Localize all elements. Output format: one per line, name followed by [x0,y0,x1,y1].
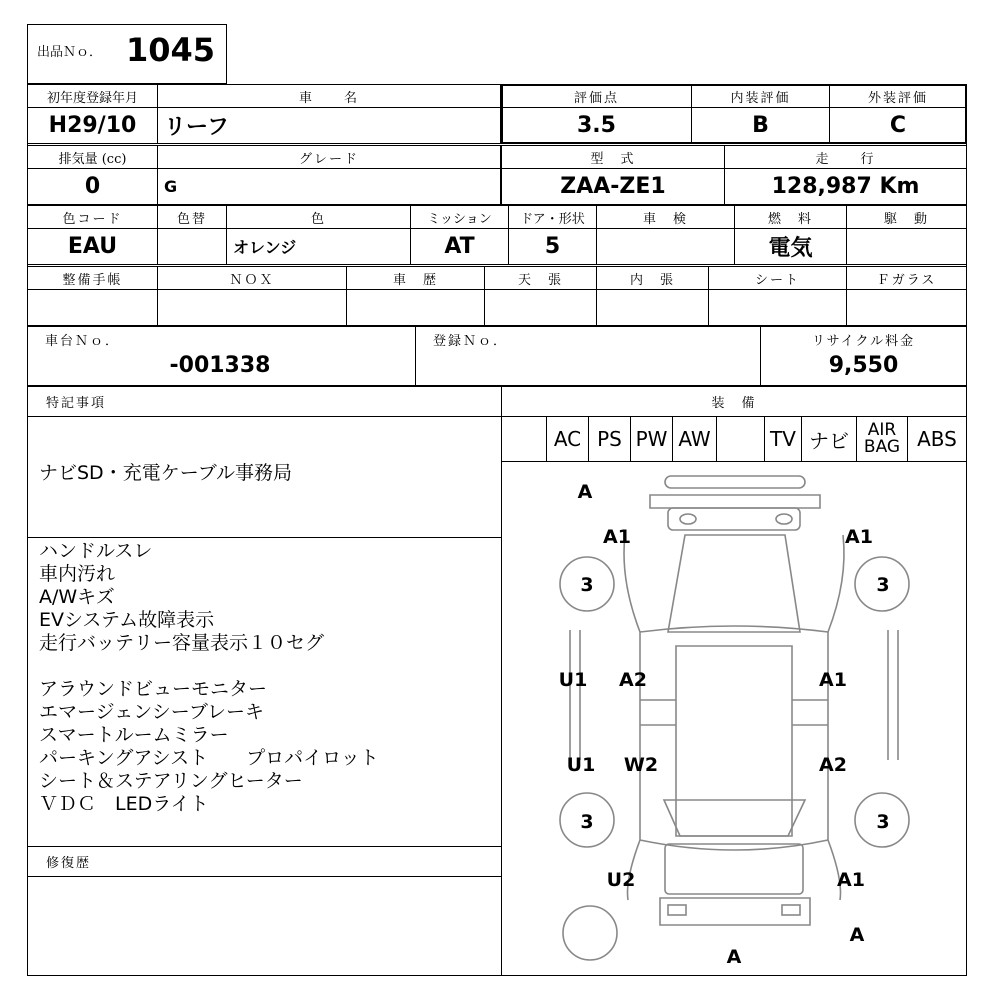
drive-label: 駆 動 [846,205,967,229]
car-name-value: リーフ [157,107,501,144]
fglass-value [846,289,967,326]
chassis-label: 車台Ｎｏ． [45,333,121,349]
equipment-navi: ナビ [801,416,857,462]
displacement-label: 排気量 (cc) [27,145,158,169]
equipment-pw: PW [630,416,673,462]
condition-note-line: パーキングアシスト プロパイロット [39,747,379,769]
damage-left-rear-door: W2 [623,754,659,776]
mileage-label: 走 行 [724,145,967,169]
color-label: 色 [226,205,411,229]
rear-bumper-outline [660,898,810,925]
exterior-label: 外装評価 [829,84,967,108]
front-emblem-right [776,514,792,524]
right-side-outline [888,630,898,760]
mission-value: AT [410,228,509,265]
mission-label: ミッション [410,205,509,229]
mileage-value: 128,987 Km [724,168,967,205]
condition-note-line: ハンドルスレ [39,540,153,562]
seat-value [708,289,847,326]
damage-right-rear-door: A2 [819,754,847,776]
inspection-label: 車 検 [596,205,735,229]
fuel-label: 燃 料 [734,205,847,229]
recycle-label: リサイクル料金 [811,333,916,349]
cabin-outline [640,626,828,850]
left-front-fender-outline [624,535,640,632]
damage-rear-bumper: A [726,946,742,968]
repaint-label: 色替 [157,205,227,229]
manual-value [27,289,158,326]
equipment-ac: AC [546,416,589,462]
nox-value [157,289,347,326]
listing-number-box [27,24,227,84]
roof-value [484,289,597,326]
damage-right-front-fender: A1 [845,526,873,548]
listing-number-label: 出品Ｎｏ． [37,45,103,60]
condition-note-line: A/Wキズ [39,586,115,608]
damage-left-front-door: A2 [619,669,647,691]
front-bumper-outline [665,476,805,488]
exterior-value: C [829,107,967,144]
equipment-ps: PS [588,416,631,462]
door-value: 5 [508,228,597,265]
damage-right-rear-quarter: A1 [837,869,865,891]
reg-date-value: H29/10 [27,107,158,144]
score-value: 3.5 [501,107,692,144]
left-side-outline [570,630,580,760]
repaint-value [157,228,227,265]
condition-notes-list [27,540,497,816]
hood-outline [668,535,800,632]
hood-front-outline [668,508,800,530]
damage-left-rear-quarter: U2 [606,869,636,891]
equipment-aw: AW [672,416,717,462]
damage-left-front-fender: A1 [603,526,631,548]
condition-note-line: ＶＤＣ LEDライト [39,793,209,815]
model-label: 型 式 [501,145,725,169]
inspection-value [596,228,735,265]
color-value: オレンジ [226,228,411,265]
equipment-airbag: AIR BAG [856,416,908,462]
special-notes-label: 特記事項 [27,386,502,417]
model-value: ZAA-ZE1 [501,168,725,205]
regno-label: 登録Ｎｏ． [433,333,509,349]
history-label: 車 歴 [346,266,485,290]
reg-date-label: 初年度登録年月 [27,84,158,108]
manual-label: 整備手帳 [27,266,158,290]
damage-left-front-wheel: 3 [580,574,594,596]
drive-value [846,228,967,265]
score-label: 評価点 [501,84,692,108]
damage-rear-right: A [849,924,865,946]
car-damage-diagram [501,461,967,976]
color-code-label: 色コード [27,205,158,229]
repair-history-label: 修復歴 [27,846,502,877]
equipment-abs: ABS [907,416,967,462]
rear-light-left [668,905,686,915]
repair-history-box [27,876,502,976]
equipment-label: 装 備 [501,386,967,417]
equipment-blank-cell [501,416,547,462]
car-name-label: 車 名 [157,84,501,108]
fglass-label: Ｆガラス [846,266,967,290]
equipment-empty [716,416,765,462]
fuel-value: 電気 [734,228,847,265]
condition-note-line: 走行バッテリー容量表示１０セグ [39,632,325,654]
roof-outline [676,646,792,836]
front-emblem-left [680,514,696,524]
regno-value [420,350,750,380]
interior-value: B [691,107,830,144]
history-value [346,289,485,326]
damage-right-rear-wheel: 3 [876,811,890,833]
trunk-outline [665,844,803,894]
damage-left-front-side: U1 [558,669,588,691]
grade-value: G [157,168,501,205]
spare-wheel-outline [563,906,617,960]
condition-note-line: スマートルームミラー [39,724,229,746]
grade-label: グレード [157,145,501,169]
color-code-value: EAU [27,228,158,265]
door-label: ドア・形状 [508,205,597,229]
equipment-tv: TV [764,416,802,462]
special-notes-text: ナビSD・充電ケーブル事務局 [39,462,292,484]
chassis-value: -001338 [169,352,271,378]
condition-note-line [27,655,497,678]
condition-note-line: アラウンドビューモニター [39,678,268,700]
roof-label: 天 張 [484,266,597,290]
rear-light-right [782,905,800,915]
condition-note-line: エマージェンシーブレーキ [39,701,265,723]
inner-value [596,289,709,326]
rear-window-outline [664,800,805,836]
right-front-fender-outline [828,535,844,632]
listing-number-value: 1045 [126,31,216,69]
condition-note-line: シート＆ステアリングヒーター [39,770,303,792]
condition-note-line: EVシステム故障表示 [39,609,215,631]
recycle-value: 9,550 [828,352,899,378]
displacement-value: 0 [27,168,158,205]
damage-left-rear-wheel: 3 [580,811,594,833]
damage-right-front-door: A1 [819,669,847,691]
nox-label: ＮＯＸ [157,266,347,290]
seat-label: シート [708,266,847,290]
inner-label: 内 張 [596,266,709,290]
damage-front-bumper: A [577,481,593,503]
damage-left-rear-side: U1 [566,754,596,776]
condition-note-line: 車内汚れ [39,563,116,585]
interior-label: 内装評価 [691,84,830,108]
front-grille-outline [650,495,820,508]
damage-right-front-wheel: 3 [876,574,890,596]
